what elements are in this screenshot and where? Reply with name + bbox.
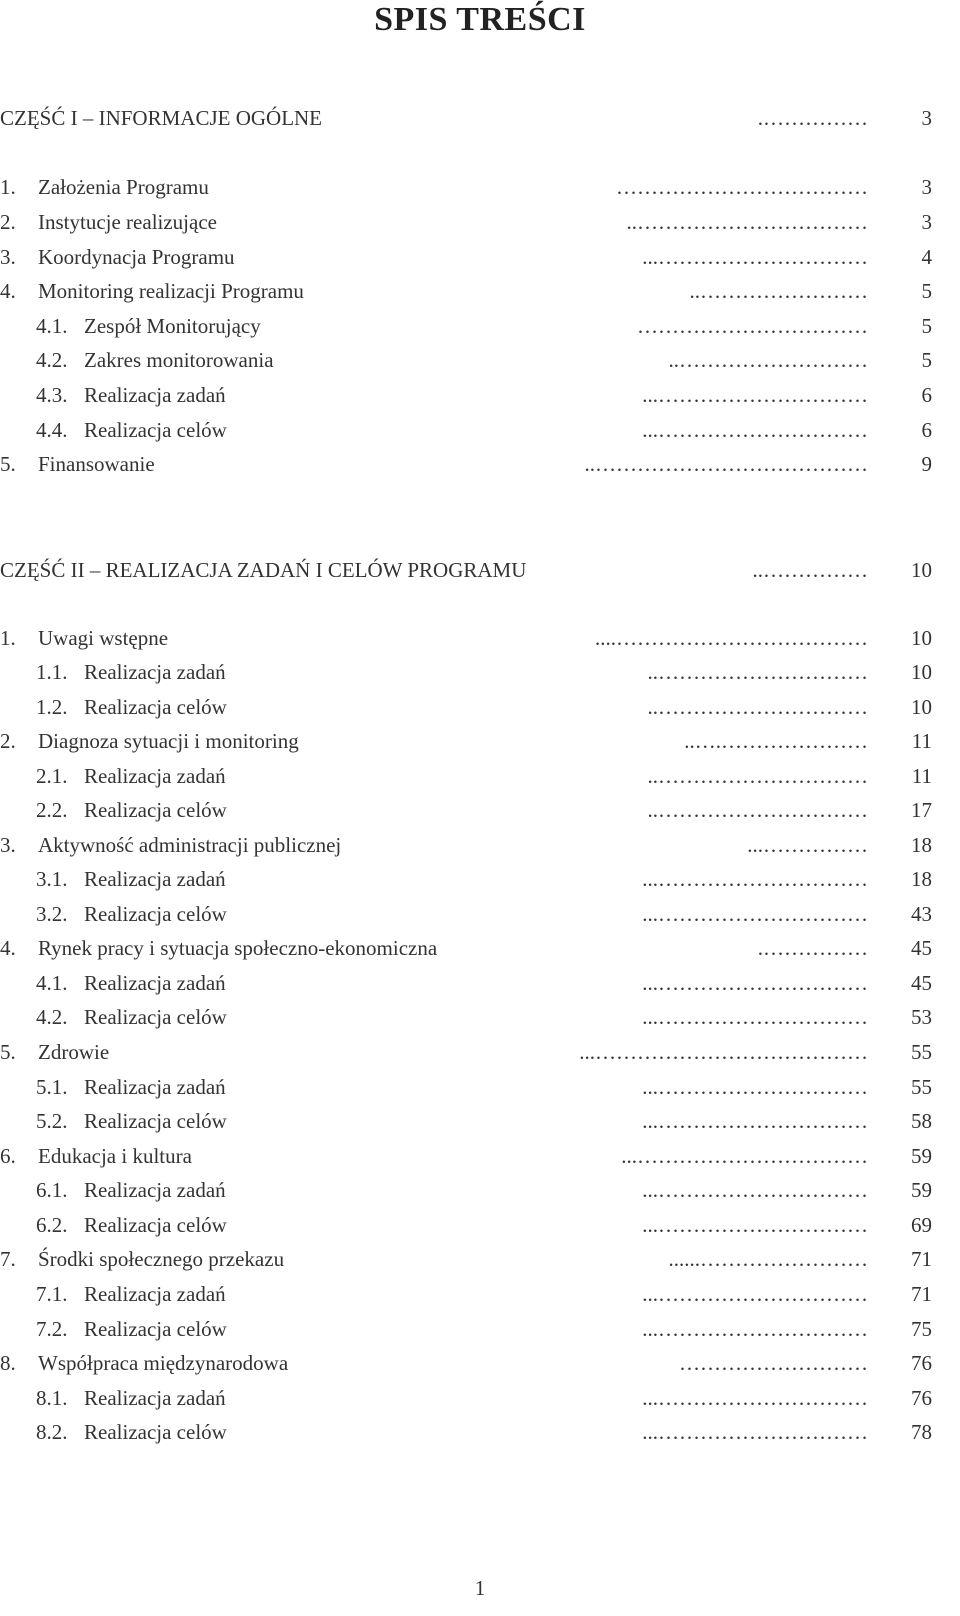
toc-entry-number: 7.2.	[36, 1317, 68, 1341]
toc-entry-page: 11	[911, 764, 932, 788]
toc-entry-number: 4.3.	[36, 383, 68, 407]
toc-entry-leader-dots: ……………...	[747, 833, 868, 857]
toc-entry-label: Środki społecznego przekazu	[38, 1247, 285, 1271]
toc-entry-label: Aktywność administracji publicznej	[38, 833, 342, 857]
toc-entry	[0, 101, 960, 135]
toc-entry-page: 4	[921, 245, 932, 269]
toc-entry-leader-dots: …………………………………...	[579, 1040, 868, 1064]
toc-entry-label: Realizacja celów	[84, 1109, 227, 1133]
toc-entry	[0, 690, 960, 724]
toc-entry	[0, 240, 960, 274]
toc-entry-page: 5	[921, 279, 932, 303]
toc-entry	[0, 655, 960, 689]
toc-entry-number: 4.	[0, 279, 16, 303]
toc-entry-label: Realizacja zadań	[84, 867, 226, 891]
toc-entry-label: Instytucje realizujące	[38, 210, 217, 234]
toc-entry-leader-dots: ……………………………..	[626, 210, 868, 234]
toc-entry-label: Realizacja celów	[84, 1005, 227, 1029]
toc-entry-number: 4.1.	[36, 971, 68, 995]
toc-entry-leader-dots: ……………………………...	[621, 1144, 868, 1168]
toc-entry	[0, 1070, 960, 1104]
toc-entry-label: Monitoring realizacji Programu	[38, 279, 304, 303]
toc-entry-page: 59	[911, 1178, 932, 1202]
toc-entry-number: 2.2.	[36, 798, 68, 822]
toc-entry-number: 4.2.	[36, 1005, 68, 1029]
toc-entry	[0, 793, 960, 827]
toc-entry	[0, 553, 960, 587]
toc-entry-leader-dots: …………….	[757, 936, 868, 960]
toc-entry-label: Koordynacja Programu	[38, 245, 235, 269]
toc-entry-leader-dots: …………………………...	[642, 1075, 868, 1099]
toc-entry-page: 9	[921, 452, 932, 476]
toc-entry-page: 45	[911, 936, 932, 960]
toc-entry-number: 2.1.	[36, 764, 68, 788]
toc-entry-page: 3	[921, 106, 932, 130]
toc-entry	[0, 759, 960, 793]
toc-entry-leader-dots: …………………………..	[647, 695, 868, 719]
toc-entry-number: 5.1.	[36, 1075, 68, 1099]
toc-entry-page: 6	[921, 418, 932, 442]
toc-entry-page: 76	[911, 1386, 932, 1410]
toc-entry	[0, 828, 960, 862]
toc-entry-leader-dots: …………………………...	[642, 971, 868, 995]
toc-entry-page: 78	[911, 1420, 932, 1444]
toc-entry-page: 10	[911, 626, 932, 650]
toc-entry-page: 5	[921, 314, 932, 338]
toc-entry-label: Zespół Monitorujący	[84, 314, 261, 338]
toc-entry-label: Realizacja celów	[84, 1213, 227, 1237]
toc-entry-page: 59	[911, 1144, 932, 1168]
toc-entry-number: 1.	[0, 626, 16, 650]
toc-entry-label: Realizacja zadań	[84, 1386, 226, 1410]
toc-entry-page: 76	[911, 1351, 932, 1375]
toc-entry-leader-dots: ……………………………	[637, 314, 868, 338]
toc-entry-leader-dots: ………………………………	[616, 175, 868, 199]
toc-entry-page: 71	[911, 1247, 932, 1271]
toc-entry	[0, 274, 960, 308]
toc-entry-label: Edukacja i kultura	[38, 1144, 192, 1168]
toc-entry	[0, 724, 960, 758]
toc-entry-number: 8.2.	[36, 1420, 68, 1444]
toc-entry-leader-dots: …………………………...	[642, 1317, 868, 1341]
toc-entry-label: Realizacja zadań	[84, 971, 226, 995]
toc-entry-leader-dots: ………………………………....	[595, 626, 868, 650]
toc-entry-leader-dots: …………………………..	[647, 764, 868, 788]
toc-entry-label: Rynek pracy i sytuacja społeczno-ekonomiczna	[38, 936, 438, 960]
toc-entry-leader-dots: ……………………..	[689, 279, 868, 303]
toc-entry-number: 5.	[0, 452, 16, 476]
toc-entry-label: Współpraca międzynarodowa	[38, 1351, 289, 1375]
toc-entry-leader-dots: ………………….…..	[684, 729, 868, 753]
toc-entry-page: 55	[911, 1040, 932, 1064]
toc-entry	[0, 1000, 960, 1034]
toc-entry-page: 6	[921, 383, 932, 407]
toc-entry-label: Realizacja celów	[84, 798, 227, 822]
toc-entry	[0, 966, 960, 1000]
toc-entry	[0, 1173, 960, 1207]
toc-entry-number: 1.	[0, 175, 16, 199]
toc-entry-page: 69	[911, 1213, 932, 1237]
toc-entry-page: 18	[911, 833, 932, 857]
toc-entry-number: 2.	[0, 729, 16, 753]
toc-entry-label: Zdrowie	[38, 1040, 110, 1064]
toc-entry-label: Zakres monitorowania	[84, 348, 274, 372]
toc-entry-number: 7.1.	[36, 1282, 68, 1306]
toc-entry-leader-dots: …………………………………..	[584, 452, 868, 476]
toc-entry	[0, 1415, 960, 1449]
toc-entry	[0, 343, 960, 377]
toc-entry-page: 18	[911, 867, 932, 891]
toc-entry	[0, 1242, 960, 1276]
toc-entry-leader-dots: ……………………......	[668, 1247, 868, 1271]
toc-entry-number: 7.	[0, 1247, 16, 1271]
toc-entry-page: 43	[911, 902, 932, 926]
toc-entry-number: 6.2.	[36, 1213, 68, 1237]
toc-entry	[0, 931, 960, 965]
toc-entry-label: Założenia Programu	[38, 175, 209, 199]
toc-entry-leader-dots: …………….	[757, 106, 868, 130]
toc-entry-label: Realizacja celów	[84, 902, 227, 926]
toc-entry-label: Realizacja zadań	[84, 1178, 226, 1202]
toc-entry	[0, 309, 960, 343]
toc-entry	[0, 1035, 960, 1069]
toc-entry-leader-dots: …………………………...	[642, 245, 868, 269]
toc-entry-number: 8.1.	[36, 1386, 68, 1410]
toc-entry-page: 5	[921, 348, 932, 372]
toc-entry-leader-dots: …………………………...	[642, 1282, 868, 1306]
toc-entry-number: 4.	[0, 936, 16, 960]
toc-entry-label: Uwagi wstępne	[38, 626, 169, 650]
toc-entry	[0, 1381, 960, 1415]
toc-entry-leader-dots: …………………………...	[642, 418, 868, 442]
toc-entry-label: CZĘŚĆ II – REALIZACJA ZADAŃ I CELÓW PROGRAMU	[0, 558, 527, 582]
toc-entry-leader-dots: …………………………...	[642, 1109, 868, 1133]
toc-entry-label: Realizacja zadań	[84, 660, 226, 684]
toc-entry-leader-dots: ………………………..	[668, 348, 868, 372]
toc-entry-leader-dots: ………………………	[679, 1351, 868, 1375]
toc-entry-page: 53	[911, 1005, 932, 1029]
toc-entry	[0, 1312, 960, 1346]
toc-entry-leader-dots: …………………………...	[642, 902, 868, 926]
toc-entry-leader-dots: …………………………..	[647, 798, 868, 822]
toc-entry-leader-dots: …………………………...	[642, 383, 868, 407]
toc-entry-number: 4.1.	[36, 314, 68, 338]
toc-entry-page: 3	[921, 175, 932, 199]
toc-entry-number: 3.	[0, 245, 16, 269]
toc-entry-label: Realizacja celów	[84, 1420, 227, 1444]
toc-entry-number: 3.	[0, 833, 16, 857]
toc-entry-leader-dots: ……………..	[752, 558, 868, 582]
toc-entry-page: 10	[911, 660, 932, 684]
toc-entry-label: Finansowanie	[38, 452, 155, 476]
toc-entry-page: 55	[911, 1075, 932, 1099]
toc-entry-page: 17	[911, 798, 932, 822]
toc-entry	[0, 1104, 960, 1138]
toc-entry-leader-dots: …………………………...	[642, 1213, 868, 1237]
page-title: SPIS TREŚCI	[374, 1, 586, 38]
toc-entry-page: 11	[911, 729, 932, 753]
toc-entry	[0, 862, 960, 896]
toc-entry-number: 5.2.	[36, 1109, 68, 1133]
toc-entry	[0, 897, 960, 931]
toc-entry-leader-dots: …………………………...	[642, 1420, 868, 1444]
toc-entry-page: 3	[921, 210, 932, 234]
page-number-footer: 1	[474, 1576, 486, 1600]
toc-entry-number: 1.1.	[36, 660, 68, 684]
toc-entry	[0, 378, 960, 412]
toc-entry-label: Realizacja celów	[84, 418, 227, 442]
toc-entry	[0, 205, 960, 239]
toc-entry	[0, 621, 960, 655]
toc-entry-label: CZĘŚĆ I – INFORMACJE OGÓLNE	[0, 106, 323, 130]
toc-entry-label: Realizacja zadań	[84, 1282, 226, 1306]
toc-entry-label: Realizacja celów	[84, 1317, 227, 1341]
toc-entry-number: 8.	[0, 1351, 16, 1375]
toc-entry-leader-dots: …………………………...	[642, 1386, 868, 1410]
toc-entry-leader-dots: …………………………...	[642, 867, 868, 891]
toc-entry-page: 10	[911, 695, 932, 719]
toc-entry-leader-dots: …………………………...	[642, 1178, 868, 1202]
toc-entry	[0, 1277, 960, 1311]
toc-entry	[0, 1346, 960, 1380]
toc-entry	[0, 447, 960, 481]
toc-entry-leader-dots: …………………………...	[642, 1005, 868, 1029]
toc-entry-page: 75	[911, 1317, 932, 1341]
toc-entry-number: 1.2.	[36, 695, 68, 719]
toc-entry-page: 71	[911, 1282, 932, 1306]
toc-entry-label: Realizacja zadań	[84, 1075, 226, 1099]
toc-entry-number: 4.4.	[36, 418, 68, 442]
toc-entry	[0, 1139, 960, 1173]
toc-entry-page: 10	[911, 558, 932, 582]
toc-entry	[0, 413, 960, 447]
toc-entry-number: 3.2.	[36, 902, 68, 926]
toc-entry-page: 58	[911, 1109, 932, 1133]
toc-entry-label: Realizacja zadań	[84, 764, 226, 788]
toc-entry-number: 6.	[0, 1144, 16, 1168]
toc-entry-number: 3.1.	[36, 867, 68, 891]
toc-entry	[0, 170, 960, 204]
toc-entry-number: 2.	[0, 210, 16, 234]
toc-entry-label: Diagnoza sytuacji i monitoring	[38, 729, 299, 753]
toc-entry	[0, 1208, 960, 1242]
toc-entry-number: 4.2.	[36, 348, 68, 372]
toc-entry-label: Realizacja celów	[84, 695, 227, 719]
toc-entry-leader-dots: …………………………..	[647, 660, 868, 684]
toc-entry-number: 5.	[0, 1040, 16, 1064]
toc-entry-label: Realizacja zadań	[84, 383, 226, 407]
toc-entry-number: 6.1.	[36, 1178, 68, 1202]
toc-entry-page: 45	[911, 971, 932, 995]
